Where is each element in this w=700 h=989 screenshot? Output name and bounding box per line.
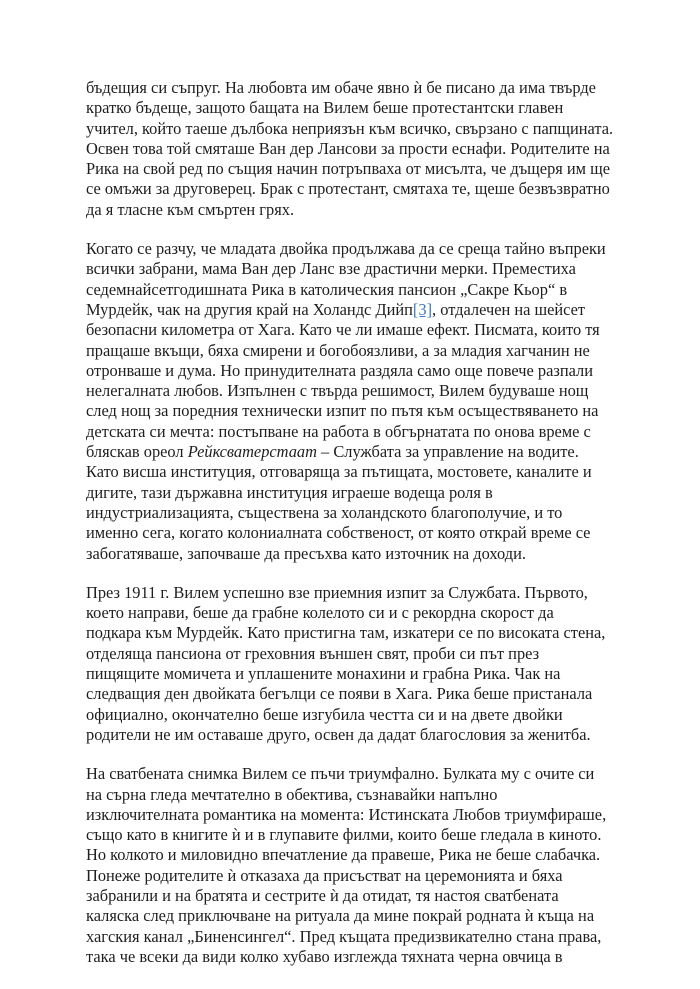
text-line: Когато се разчу, че младата двойка продължава да се среща тайно въпреки <box>86 239 606 259</box>
text-line <box>86 300 616 320</box>
text-line: което направи, беше да грабне колелото си и с рекордна скорост да <box>86 603 554 623</box>
italic-term: Рейксватерстаат <box>187 442 317 462</box>
text-line: така че всеки да види колко хубаво изглежда тяхната черна овчица в <box>86 946 563 966</box>
text-run: бляскав ореол <box>86 442 188 462</box>
text-line: пищящите момичета и уплашените монахини и грабна Рика. Чак на <box>86 664 561 684</box>
text-line <box>86 442 616 462</box>
text-line: забогатяваше, започваше да пресъхва като източник на доходи. <box>86 543 526 563</box>
paragraph <box>86 78 616 220</box>
text-line: следващия ден двойката бегълци се появи в Хага. Рика беше пристанала <box>86 684 593 704</box>
text-line: кратко бъдеще, защото бащата на Вилем беше протестантски главен <box>86 98 564 118</box>
text-line: всички забрани, мама Ван дер Ланс взе драстични мерки. Преместиха <box>86 259 576 279</box>
text-line: също като в книгите ѝ и в глупавите филми, които беше гледала в киното. <box>86 825 602 845</box>
text-line: пращаше вкъщи, бяха смирени и богобоязливи, а за младия хагчанин не <box>86 340 590 360</box>
text-line: Като висша институция, отговаряща за пътищата, мостовете, каналите и <box>86 462 592 482</box>
footnote-link[interactable]: [3] <box>412 299 433 319</box>
paragraph <box>86 583 616 745</box>
text-line: На сватбената снимка Вилем се пъчи триумфално. Булката му с очите си <box>86 764 595 784</box>
text-run: , отдалечен на шейсет <box>432 299 586 319</box>
text-line: Рика на свой ред по същия начин потръпваха от мисълта, че дъщеря им ще <box>86 159 611 179</box>
text-line: Но колкото и миловидно впечатление да правеше, Рика не беше слабачка. <box>86 845 601 865</box>
paragraph <box>86 239 616 564</box>
text-run: – Службата за управление на водите. <box>316 442 579 462</box>
text-line: подкара към Мурдейк. Като пристигна там, изкатери се по високата стена, <box>86 623 606 643</box>
text-line: забранили и на братята и сестрите ѝ да отидат, тя настоя сватбената <box>86 885 559 905</box>
text-line: През 1911 г. Вилем успешно взе приемния изпит за Службата. Първото, <box>86 582 588 602</box>
text-line: седемнайсетгодишната Рика в католическия пансион „Сакре Кьор“ в <box>86 279 568 299</box>
text-run: Мурдейк, чак на другия край на Холандс Дийп <box>86 299 413 319</box>
text-line: отронваше и дума. Но принудителната раздяла само още повече разпали <box>86 360 593 380</box>
text-line: учител, който таеше дълбока неприязън към всичко, свързано с папщината. <box>86 118 614 138</box>
text-line: именно сега, когато колониалната собственост, от която открай време се <box>86 523 591 543</box>
text-line: индустриализацията, съществена за холандското благополучие, и то <box>86 502 563 522</box>
text-line: детската си мечта: постъпване на работа в обгърнатата по онова време с <box>86 421 591 441</box>
text-line: се омъжи за друговерец. Брак с протестант, смятаха те, щеше безвъзвратно <box>86 179 610 199</box>
text-line: дигите, тази държавна институция играеше водеща роля в <box>86 482 493 502</box>
paragraph <box>86 764 616 967</box>
text-line: Освен това той смяташе Ван дер Лансови за прости еснафи. Родителите на <box>86 138 610 158</box>
text-line: безопасни километра от Хага. Като че ли имаше ефект. Писмата, които тя <box>86 320 600 340</box>
text-line: след нощ за поредния технически изпит по пътя към осъществяването на <box>86 401 599 421</box>
text-line: нелегалната любов. Изпълнен с твърда решимост, Вилем будуваше нощ <box>86 381 589 401</box>
text-line: хагския канал „Биненсингел“. Пред къщата предизвикателно стана права, <box>86 926 602 946</box>
text-line: Понеже родителите ѝ отказаха да присъстват на церемонията и бяха <box>86 865 563 885</box>
text-line: да я тласне към смъртен грях. <box>86 199 295 219</box>
text-line: бъдещия си съпруг. На любовта им обаче явно ѝ бе писано да има твърде <box>86 78 596 97</box>
text-line: официално, окончателно беше изгубила честта си и на двете двойки <box>86 704 563 724</box>
text-line: отделяща пансиона от греховния външен свят, проби си път през <box>86 643 540 663</box>
document-body <box>86 78 616 967</box>
text-line: изключителната романтика на момента: Истинската Любов триумфираше, <box>86 804 607 824</box>
text-line: каляска след приключване на ритуала да мине покрай родната ѝ къща на <box>86 906 595 926</box>
text-line: на сърна гледа мечтателно в обектива, съзнавайки напълно <box>86 784 498 804</box>
text-line: родители не им оставаше друго, освен да дадат благословия за женитба. <box>86 724 591 744</box>
